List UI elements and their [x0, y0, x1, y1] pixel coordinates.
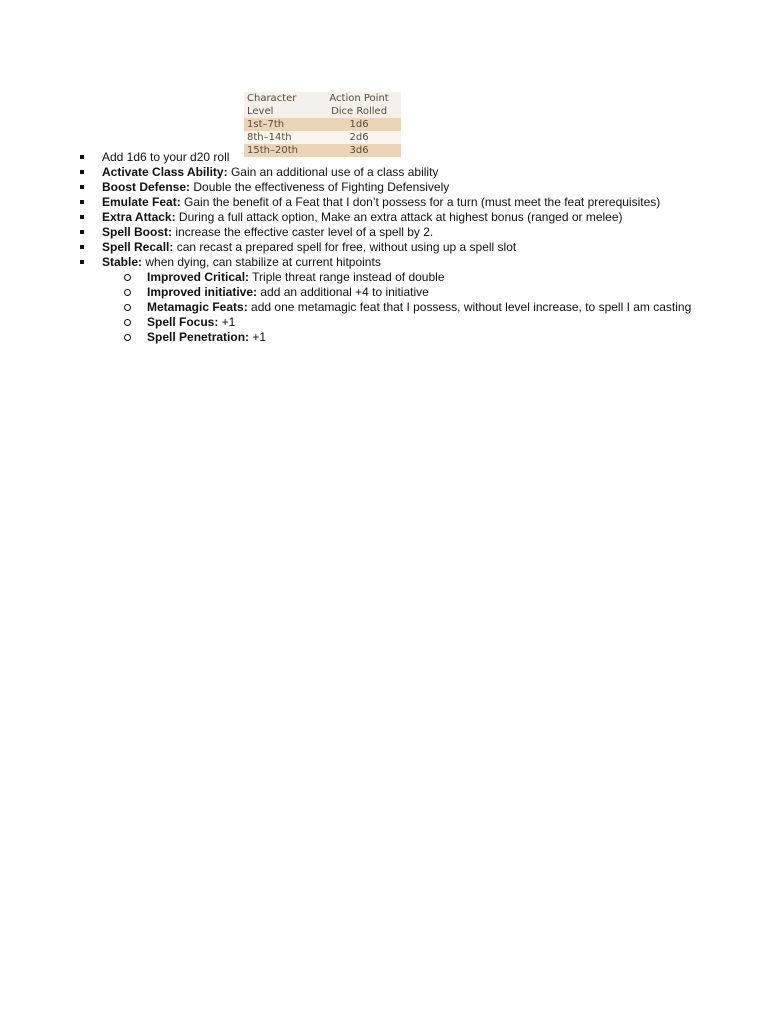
sub-list-item: [0, 270, 768, 285]
sub-list-item: [0, 315, 768, 330]
list-item-content: [102, 255, 381, 270]
table-cell-level: 15th–20th: [244, 144, 317, 157]
circle-bullet-icon: [124, 319, 131, 326]
item-term: Stable:: [102, 255, 143, 269]
sub-list-item: [0, 300, 768, 315]
square-bullet-icon: [80, 230, 84, 234]
list-item-content: [102, 180, 449, 195]
item-term: Spell Boost:: [102, 225, 173, 239]
table-cell-dice: 1d6: [317, 118, 401, 131]
list-item: [0, 150, 768, 165]
subitem-term: Spell Penetration:: [147, 330, 250, 344]
list-item: [0, 180, 768, 195]
sub-list-item-content: [147, 285, 429, 300]
list-item-content: [102, 195, 660, 210]
header-dice-rolled: [317, 92, 401, 118]
header-dice-rolled-line1: Action Point: [329, 93, 389, 104]
subitem-desc: add an additional +4 to initiative: [257, 285, 429, 299]
subitem-desc: Triple threat range instead of double: [249, 270, 445, 284]
list-item: [0, 225, 768, 240]
subitem-desc: +1: [249, 330, 267, 344]
subitem-term: Improved initiative:: [147, 285, 258, 299]
item-desc: can recast a prepared spell for free, without using up a spell slot: [173, 240, 517, 254]
table-cell-level: 1st–7th: [244, 118, 317, 131]
item-desc: Double the effectiveness of Fighting Defensively: [190, 180, 450, 194]
header-character-level: [244, 92, 317, 118]
list-item-content: [102, 150, 229, 165]
square-bullet-icon: [80, 170, 84, 174]
action-point-table: [244, 92, 401, 157]
table-cell-level: 8th–14th: [244, 131, 317, 144]
circle-bullet-icon: [124, 304, 131, 311]
list-item: [0, 195, 768, 210]
list-item-content: [102, 210, 623, 225]
circle-bullet-icon: [124, 274, 131, 281]
subitem-term: Spell Focus:: [147, 315, 219, 329]
item-desc: Add 1d6 to your d20 roll: [102, 150, 230, 164]
table-cell-dice: 2d6: [317, 131, 401, 144]
square-bullet-icon: [80, 260, 84, 264]
item-term: Boost Defense:: [102, 180, 191, 194]
circle-bullet-icon: [124, 334, 131, 341]
list-item: [0, 255, 768, 270]
action-point-uses-list: [0, 150, 768, 345]
subitem-desc: add one metamagic feat that I possess, without level increase, to spell I am casting: [247, 300, 692, 314]
sub-list-item: [0, 285, 768, 300]
circle-bullet-icon: [124, 289, 131, 296]
square-bullet-icon: [80, 200, 84, 204]
square-bullet-icon: [80, 155, 84, 159]
square-bullet-icon: [80, 245, 84, 249]
item-term: Spell Recall:: [102, 240, 174, 254]
list-item: [0, 165, 768, 180]
list-item-content: [102, 225, 433, 240]
table-cell-dice: 3d6: [317, 144, 401, 157]
square-bullet-icon: [80, 185, 84, 189]
table-header-row: [244, 92, 401, 118]
subitem-desc: +1: [218, 315, 236, 329]
header-character-level-line2: Level: [247, 106, 274, 117]
sub-list-item-content: [147, 300, 691, 315]
sub-list-item-content: [147, 330, 266, 345]
header-dice-rolled-line2: Dice Rolled: [331, 106, 388, 117]
item-desc: Gain an additional use of a class ability: [227, 165, 439, 179]
sub-list-item-content: [147, 270, 445, 285]
item-desc: increase the effective caster level of a spell by 2.: [172, 225, 434, 239]
item-term: Activate Class Ability:: [102, 165, 228, 179]
header-character-level-line1: Character: [247, 93, 297, 104]
item-term: Extra Attack:: [102, 210, 176, 224]
table-row: [244, 118, 401, 131]
table-row: [244, 131, 401, 144]
item-desc: when dying, can stabilize at current hitpoints: [142, 255, 381, 269]
subitem-term: Improved Critical:: [147, 270, 250, 284]
item-desc: During a full attack option, Make an extra attack at highest bonus (ranged or melee): [175, 210, 623, 224]
square-bullet-icon: [80, 215, 84, 219]
list-item: [0, 210, 768, 225]
item-term: Emulate Feat:: [102, 195, 181, 209]
sub-list-item: [0, 330, 768, 345]
sub-list-item-content: [147, 315, 235, 330]
list-item: [0, 240, 768, 255]
item-desc: Gain the benefit of a Feat that I don’t possess for a turn (must meet the feat prerequisites): [180, 195, 661, 209]
list-item-content: [102, 165, 438, 180]
list-item-content: [102, 240, 516, 255]
subitem-term: Metamagic Feats:: [147, 300, 248, 314]
